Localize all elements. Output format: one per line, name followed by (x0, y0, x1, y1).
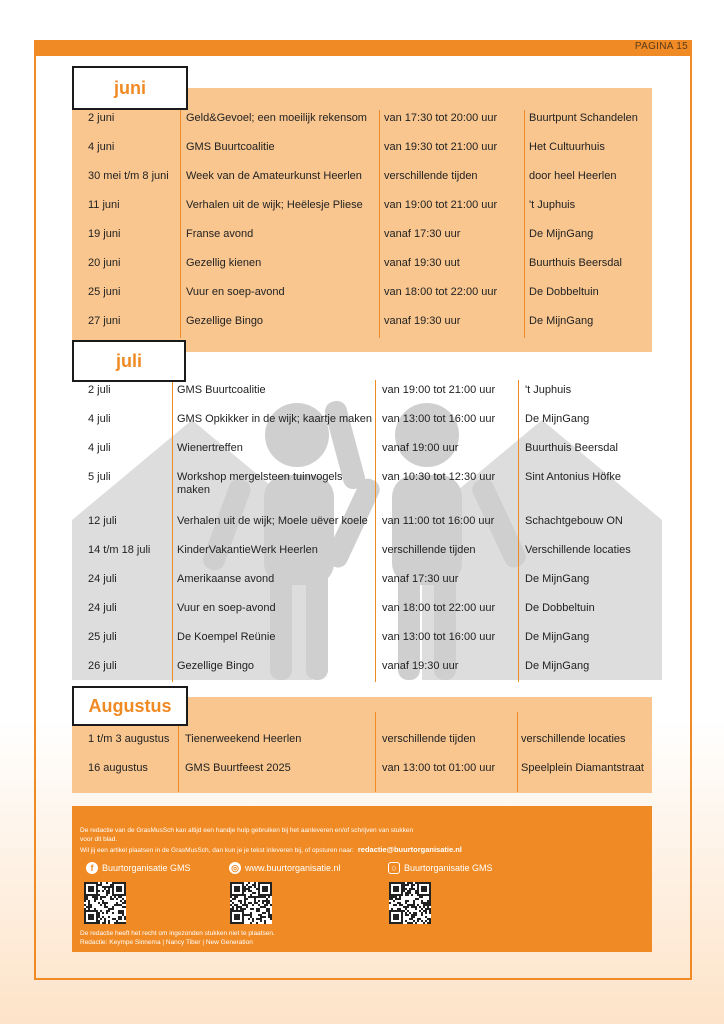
event-date: 5 juli (88, 471, 111, 483)
august-title: Augustus (72, 686, 188, 726)
event-name: Gezellig kienen (186, 257, 262, 269)
june-events (72, 105, 652, 337)
event-time: van 19:00 tot 21:00 uur (382, 384, 496, 396)
email-link[interactable]: redactie@buurtorganisatie.nl (357, 845, 462, 854)
event-date: 25 juli (88, 631, 117, 643)
event-time: van 13:00 tot 16:00 uur (382, 631, 496, 643)
event-location: De Dobbeltuin (525, 602, 595, 614)
event-time: vanaf 17:30 uur (384, 228, 461, 240)
event-date: 20 juni (88, 257, 121, 269)
event-date: 4 juli (88, 413, 111, 425)
event-location: Buurthuis Beersdal (525, 442, 618, 454)
event-name: Franse avond (186, 228, 254, 240)
event-location: verschillende locaties (521, 733, 626, 745)
event-row (72, 308, 652, 337)
event-location: De MijnGang (525, 413, 590, 425)
event-name: Vuur en soep-avond (186, 286, 285, 298)
event-name: KinderVakantieWerk Heerlen (177, 544, 318, 556)
event-date: 30 mei t/m 8 juni (88, 170, 169, 182)
event-name: Vuur en soep-avond (177, 602, 276, 614)
july-title: juli (72, 340, 186, 382)
event-row (72, 566, 652, 595)
facebook-icon: f (86, 862, 98, 874)
event-name: Gezellige Bingo (186, 315, 264, 327)
footer-credits: Redactie: Keympe Sinnema | Nancy Tiber | New Generation (80, 939, 253, 946)
event-date: 16 augustus (88, 762, 148, 774)
event-date: 2 juni (88, 112, 115, 124)
instagram-link[interactable] (388, 862, 493, 874)
footer-text-2: voor dit blad. (80, 836, 118, 843)
event-date: 12 juli (88, 515, 117, 527)
event-name: Verhalen uit de wijk; Heëlesje Pliese (186, 199, 363, 211)
facebook-link[interactable] (86, 862, 191, 874)
event-date: 24 juli (88, 573, 117, 585)
event-time: vanaf 19:30 uur (384, 315, 461, 327)
event-date: 25 juni (88, 286, 121, 298)
footer-rights: De redactie heeft het recht om ingezonden stukken niet te plaatsen. (80, 930, 275, 937)
event-row (72, 279, 652, 308)
event-location: Het Cultuurhuis (529, 141, 605, 153)
event-row (72, 134, 652, 163)
event-time: van 17:30 tot 20:00 uur (384, 112, 498, 124)
event-name: Workshop mergelsteen tuinvogels maken (177, 471, 343, 496)
event-date: 26 juli (88, 660, 117, 672)
event-name: GMS Buurtcoalitie (177, 384, 266, 396)
website-label: www.buurtorganisatie.nl (245, 863, 341, 873)
event-time: van 13:00 tot 16:00 uur (382, 413, 496, 425)
event-time: van 19:30 tot 21:00 uur (384, 141, 498, 153)
august-events (72, 726, 652, 784)
footer-text-1: De redactie van de GrasMusSch kan altijd een handje hulp gebruiken bij het aanleveren en/of schrijven van stukken (80, 827, 414, 834)
event-row (72, 464, 652, 508)
event-location: Buurthuis Beersdal (529, 257, 622, 269)
event-row (72, 192, 652, 221)
event-name: Geld&Gevoel; een moeilijk rekensom (186, 112, 367, 124)
event-row (72, 653, 652, 682)
event-name: Tienerweekend Heerlen (185, 733, 302, 745)
event-row (72, 624, 652, 653)
footer-box (72, 806, 652, 952)
facebook-qr-code[interactable] (84, 882, 126, 924)
event-date: 1 t/m 3 augustus (88, 733, 170, 745)
event-time: vanaf 19:30 uut (384, 257, 460, 269)
event-location: Sint Antonius Höfke (525, 471, 622, 483)
event-time: van 13:00 tot 01:00 uur (382, 762, 496, 774)
event-location: De MijnGang (529, 315, 594, 327)
event-location: De Dobbeltuin (529, 286, 599, 298)
footer-text-3-content: Wil jij een artikel plaatsen in de GrasMusSch, dan kun je je tekst inleveren bij, of opsturen naar: (80, 847, 354, 854)
event-row (72, 508, 652, 537)
globe-icon: ◎ (229, 862, 241, 874)
event-row (72, 537, 652, 566)
june-title: juni (72, 66, 188, 110)
event-row (72, 163, 652, 192)
event-name: Amerikaanse avond (177, 573, 275, 585)
event-row (72, 726, 652, 755)
event-name: Gezellige Bingo (177, 660, 255, 672)
event-row (72, 221, 652, 250)
event-date: 24 juli (88, 602, 117, 614)
event-name: De Koempel Reünie (177, 631, 276, 643)
event-row (72, 755, 652, 784)
event-time: verschillende tijden (382, 544, 476, 556)
event-location: De MijnGang (525, 660, 590, 672)
event-location: 't Juphuis (529, 199, 576, 211)
event-time: van 19:00 tot 21:00 uur (384, 199, 498, 211)
event-location: door heel Heerlen (529, 170, 617, 182)
event-name: Week van de Amateurkunst Heerlen (186, 170, 362, 182)
page-number: PAGINA 15 (634, 41, 688, 52)
event-time: verschillende tijden (384, 170, 478, 182)
event-time: verschillende tijden (382, 733, 476, 745)
instagram-label: Buurtorganisatie GMS (404, 863, 493, 873)
event-location: De MijnGang (525, 573, 590, 585)
event-date: 11 juni (88, 199, 120, 211)
july-events (72, 377, 652, 682)
event-date: 2 juli (88, 384, 111, 396)
event-location: Speelplein Diamantstraat (521, 762, 644, 774)
event-name: Wienertreffen (177, 442, 243, 454)
event-time: vanaf 19:00 uur (382, 442, 459, 454)
event-name: GMS Buurtcoalitie (186, 141, 275, 153)
event-time: van 18:00 tot 22:00 uur (382, 602, 496, 614)
event-location: Schachtgebouw ON (525, 515, 623, 527)
event-date: 14 t/m 18 juli (88, 544, 151, 556)
event-row (72, 595, 652, 624)
event-time: vanaf 19:30 uur (382, 660, 459, 672)
event-date: 4 juni (88, 141, 115, 153)
event-time: van 10:30 tot 12:30 uur (382, 471, 496, 483)
event-location: Buurtpunt Schandelen (529, 112, 638, 124)
website-qr-code[interactable] (230, 882, 272, 924)
event-row (72, 435, 652, 464)
event-date: 27 juni (88, 315, 121, 327)
footer-text-3 (80, 846, 462, 855)
event-row (72, 250, 652, 279)
event-location: Verschillende locaties (525, 544, 631, 556)
event-date: 4 juli (88, 442, 111, 454)
website-link[interactable] (229, 862, 341, 874)
instagram-qr-code[interactable] (389, 882, 431, 924)
event-name: GMS Opkikker in de wijk; kaartje maken (177, 413, 373, 425)
event-location: De MijnGang (525, 631, 590, 643)
header-bar (34, 40, 692, 56)
event-time: vanaf 17:30 uur (382, 573, 459, 585)
event-row (72, 406, 652, 435)
instagram-icon: ○ (388, 862, 400, 874)
facebook-label: Buurtorganisatie GMS (102, 863, 191, 873)
event-name: GMS Buurtfeest 2025 (185, 762, 291, 774)
event-time: van 11:00 tot 16:00 uur (382, 515, 495, 527)
event-date: 19 juni (88, 228, 121, 240)
event-time: van 18:00 tot 22:00 uur (384, 286, 498, 298)
event-location: De MijnGang (529, 228, 594, 240)
event-location: 't Juphuis (525, 384, 572, 396)
event-name: Verhalen uit de wijk; Moele uëver koele (177, 515, 368, 527)
